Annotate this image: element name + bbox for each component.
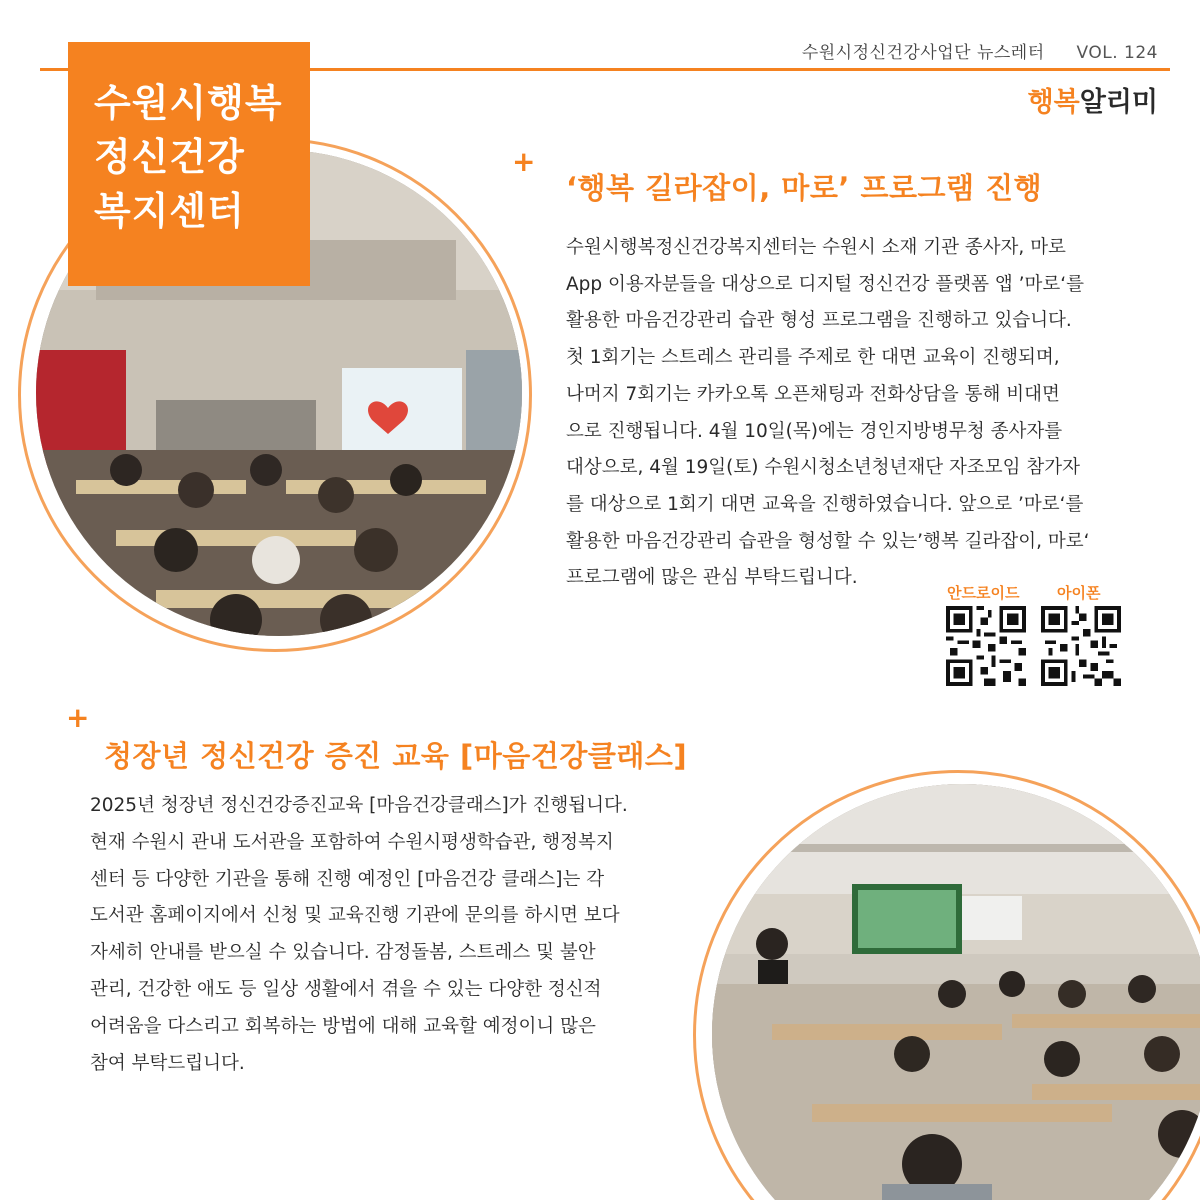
org-name-line-3: 복지센터 xyxy=(94,189,245,233)
section-tag xyxy=(1028,80,1158,119)
article1-line: App 이용자분들을 대상으로 디지털 정신건강 플랫폼 앱 ’마로‘를 xyxy=(566,273,1084,295)
article1-line: 활용한 마음건강관리 습관을 형성할 수 있는’행복 길라잡이, 마로‘ xyxy=(566,530,1090,552)
section-tag-part1: 행복 xyxy=(1027,87,1080,118)
article2-line: 현재 수원시 관내 도서관을 포함하여 수원시평생학습관, 행정복지 xyxy=(90,831,614,853)
article1-body xyxy=(566,230,1136,597)
newsletter-name: 수원시정신건강사업단 뉴스레터 xyxy=(801,43,1045,63)
article1-line: 대상으로, 4월 19일(토) 수원시청소년청년재단 자조모임 참가자 xyxy=(566,457,1080,479)
article2-line: 자세히 안내를 받으실 수 있습니다. 감정돌봄, 스트레스 및 불안 xyxy=(90,942,596,964)
plus-icon: + xyxy=(66,701,90,734)
org-name-line-1: 수원시행복 xyxy=(94,81,283,125)
newsletter-header xyxy=(802,38,1158,63)
article1-line: 프로그램에 많은 관심 부탁드립니다. xyxy=(566,567,858,589)
qr-label-iphone: 아이폰 xyxy=(1057,584,1101,602)
article2-line: 어려움을 다스리고 회복하는 방법에 대해 교육할 예정이니 많은 xyxy=(90,1015,596,1037)
article1-title: ‘행복 길라잡이, 마로’ 프로그램 진행 xyxy=(566,171,1043,205)
article2-line: 2025년 청장년 정신건강증진교육 [마음건강클래스]가 진행됩니다. xyxy=(90,795,628,816)
section-tag-part2: 알리미 xyxy=(1079,87,1158,118)
article1-line: 활용한 마음건강관리 습관 형성 프로그램을 진행하고 있습니다. xyxy=(566,310,1072,332)
article2-line: 참여 부탁드립니다. xyxy=(90,1052,245,1074)
volume-number: VOL. 124 xyxy=(1076,43,1158,63)
qr-label-android: 안드로이드 xyxy=(947,584,1020,602)
article2-title: 청장년 정신건강 증진 교육 [마음건강클래스] xyxy=(104,739,688,773)
article1-line: 으로 진행됩니다. 4월 10일(목)에는 경인지방병무청 종사자를 xyxy=(566,420,1063,442)
article1-line: 첫 1회기는 스트레스 관리를 주제로 한 대면 교육이 진행되며, xyxy=(566,347,1060,369)
org-name-line-2: 정신건강 xyxy=(94,135,245,179)
qr-code-icon[interactable] xyxy=(1041,606,1121,686)
article2-line: 관리, 건강한 애도 등 일상 생활에서 겪을 수 있는 다양한 정신적 xyxy=(90,978,602,1000)
article2-line: 도서관 홈페이지에서 신청 및 교육진행 기관에 문의를 하시면 보다 xyxy=(90,905,620,927)
article1-line: 를 대상으로 1회기 대면 교육을 진행하였습니다. 앞으로 ’마로‘를 xyxy=(566,493,1084,515)
plus-icon: + xyxy=(512,145,536,178)
article2-body xyxy=(90,788,670,1082)
article2-line: 센터 등 다양한 기관을 통해 진행 예정인 [마음건강 클래스]는 각 xyxy=(90,868,605,890)
qr-code-icon[interactable] xyxy=(946,606,1026,686)
article1-line: 나머지 7회기는 카카오톡 오픈채팅과 전화상담을 통해 비대면 xyxy=(566,383,1060,405)
org-name-box xyxy=(68,42,310,286)
article1-line: 수원시행복정신건강복지센터는 수원시 소재 기관 종사자, 마로 xyxy=(566,237,1066,258)
